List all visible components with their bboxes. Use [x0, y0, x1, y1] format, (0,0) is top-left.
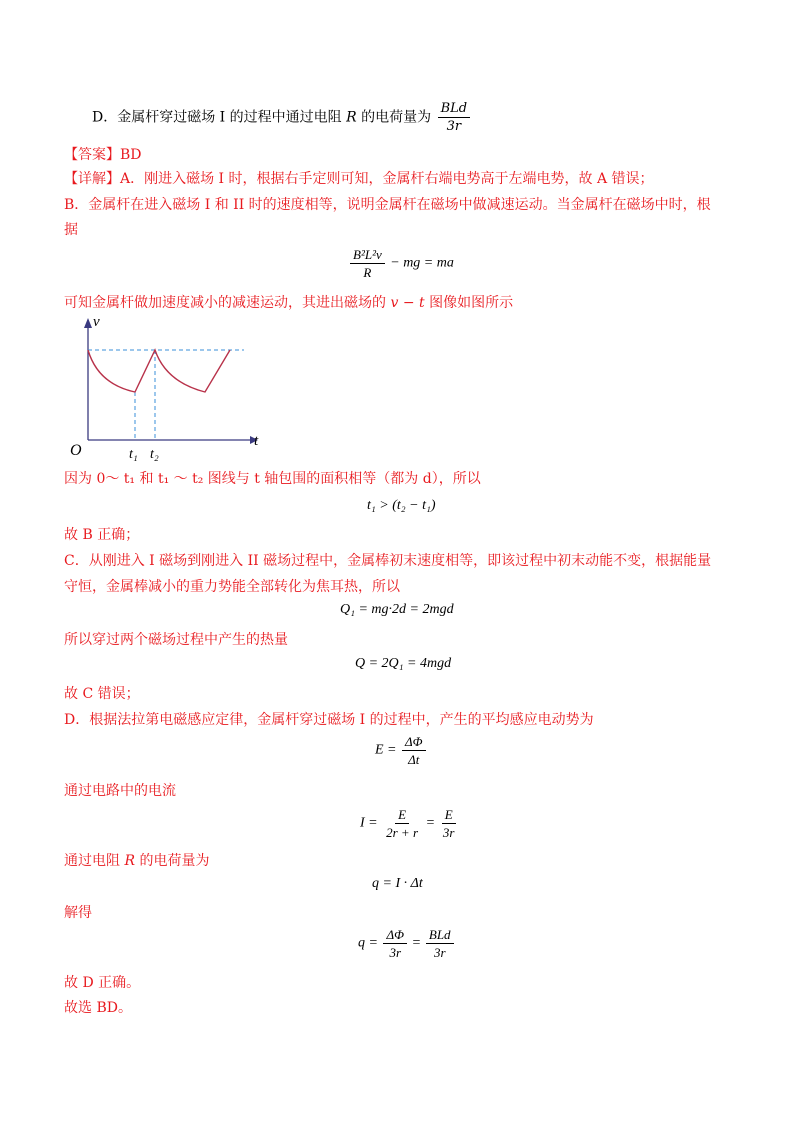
- equation-7: q = I · Δt: [372, 876, 423, 891]
- vt-graph: [64, 312, 274, 462]
- eq5-numerator: ΔΦ: [402, 733, 426, 751]
- eq8-equals: =: [412, 935, 421, 951]
- eq8-denominator-1: 3r: [389, 945, 401, 960]
- eq8-lhs: q =: [358, 935, 378, 951]
- t1-label: t₁: [129, 447, 138, 462]
- explain-c3: 所以穿过两个磁场过程中产生的热量: [64, 632, 288, 648]
- equation-4: Q = 2Q₁ = 4mgd: [355, 656, 452, 671]
- explain-c2: 守恒，金属棒减小的重力势能全部转化为焦耳热，所以: [64, 579, 400, 595]
- explain-d1: D．根据法拉第电磁感应定律，金属杆穿过磁场 I 的过程中，产生的平均感应电动势为: [64, 712, 594, 728]
- explain-d4: 解得: [64, 905, 92, 921]
- eq5-fraction: [402, 733, 426, 768]
- equation-2: t₁ > (t₂ − t₁): [367, 498, 436, 513]
- eq6-fraction-2: [440, 806, 458, 841]
- eq6-fraction-1: [383, 806, 421, 841]
- explain-b1: B．金属杆在进入磁场 I 和 II 时的速度相等，说明金属杆在磁场中做减速运动。当金属杆在磁场中时，根: [64, 197, 711, 213]
- explain-a-text: A．刚进入磁场 I 时，根据右手定则可知，金属杆右端电势高于左端电势，故 A 错误；: [120, 171, 654, 187]
- eq5-denominator: Δt: [408, 752, 420, 767]
- option-d-r: R: [346, 109, 357, 126]
- eq1-rest: − mg = ma: [390, 255, 454, 271]
- explain-b3: [64, 292, 513, 314]
- eq6-equals: =: [426, 815, 435, 831]
- explain-b3-prefix: 可知金属杆做加速度减小的减速运动，其进出磁场的: [64, 295, 391, 311]
- explain-c4: 故 C 错误；: [64, 686, 140, 702]
- explain-d3-suffix: 的电荷量为: [135, 853, 210, 869]
- equation-8: [358, 926, 456, 961]
- explain-d3: [64, 850, 209, 872]
- option-d-suffix: 的电荷量为: [356, 109, 432, 126]
- fraction-numerator: BLd: [438, 100, 471, 118]
- explain-d3-r: R: [124, 853, 135, 869]
- explain-d5: 故 D 正确。: [64, 975, 141, 991]
- fraction-denominator: 3r: [446, 119, 462, 134]
- equation-1: [348, 246, 454, 281]
- equation-6: [360, 806, 459, 841]
- eq1-denominator: R: [363, 265, 372, 280]
- explain-b3-suffix: 图像如图所示: [424, 295, 514, 311]
- t-axis-label: t: [254, 433, 259, 449]
- explain-b4: 因为 0～ t₁ 和 t₁ ～ t₂ 图线与 t 轴包围的面积相等（都为 d），所以: [64, 471, 481, 487]
- option-d: [92, 100, 472, 135]
- explain-a: [64, 168, 654, 190]
- eq6-denominator-1: 2r + r: [386, 825, 418, 840]
- explain-b3-vt: v − t: [390, 295, 425, 311]
- eq6-numerator-1: E: [395, 806, 409, 824]
- final-answer: 故选 BD。: [64, 1000, 132, 1016]
- eq1-fraction: [350, 246, 385, 281]
- explain-d3-prefix: 通过电阻: [64, 853, 125, 869]
- eq8-fraction-1: [383, 926, 407, 961]
- origin-label: O: [70, 442, 82, 459]
- v-axis-arrow: [84, 318, 92, 328]
- eq6-lhs: I =: [360, 815, 378, 831]
- explain-d2: 通过电路中的电流: [64, 783, 176, 799]
- eq1-numerator: B²L²v: [350, 246, 385, 264]
- eq8-numerator-2: BLd: [426, 926, 454, 944]
- eq6-denominator-2: 3r: [442, 825, 455, 840]
- explain-b5: 故 B 正确；: [64, 527, 140, 543]
- answer-line: [64, 144, 142, 166]
- equation-3: Q₁ = mg·2d = 2mgd: [340, 602, 454, 617]
- equation-5: [375, 733, 428, 768]
- eq8-numerator-1: ΔΦ: [383, 926, 407, 944]
- eq8-denominator-2: 3r: [433, 945, 446, 960]
- eq5-lhs: E =: [375, 742, 397, 758]
- eq8-fraction-2: [426, 926, 454, 961]
- answer-label: 【答案】: [64, 147, 120, 163]
- explain-label: 【详解】: [64, 171, 120, 187]
- answer-value: BD: [120, 147, 142, 163]
- option-d-prefix: D．金属杆穿过磁场 I 的过程中通过电阻: [92, 109, 347, 126]
- t2-label: t₂: [150, 447, 159, 462]
- vt-curve: [88, 350, 230, 392]
- option-d-fraction: [438, 100, 471, 135]
- v-axis-label: v: [93, 314, 100, 330]
- explain-b2: 据: [64, 222, 78, 238]
- eq6-numerator-2: E: [442, 806, 456, 824]
- explain-c1: C．从刚进入 I 磁场到刚进入 II 磁场过程中，金属棒初末速度相等，即该过程中初末动能不变，根据能量: [64, 553, 712, 569]
